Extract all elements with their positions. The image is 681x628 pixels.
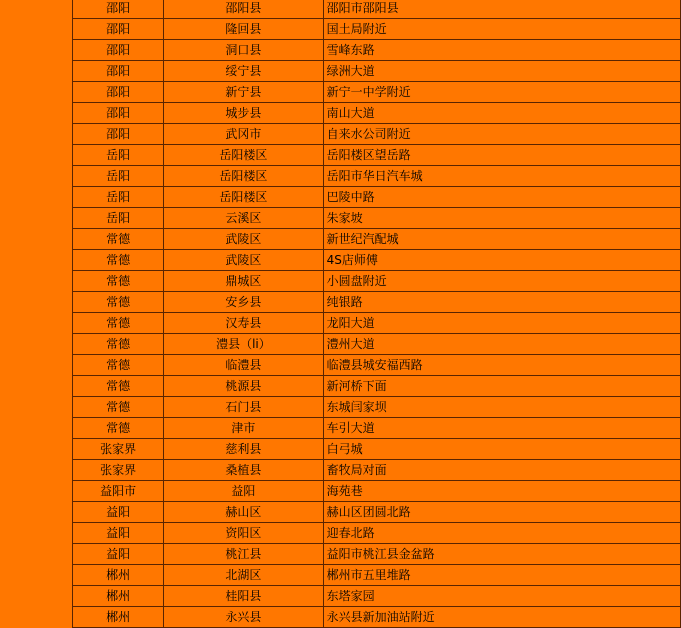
table-row <box>73 103 681 124</box>
city-cell: 张家界 <box>73 460 164 481</box>
address-cell: 新世纪汽配城 <box>323 229 680 250</box>
table-row <box>73 397 681 418</box>
table-row <box>73 61 681 82</box>
city-cell: 岳阳 <box>73 145 164 166</box>
address-cell: 新河桥下面 <box>323 376 680 397</box>
address-cell: 东塔家园 <box>323 586 680 607</box>
county-cell: 澧县（li） <box>164 334 323 355</box>
table-row <box>73 250 681 271</box>
table-row <box>73 82 681 103</box>
county-cell: 北湖区 <box>164 565 323 586</box>
table-row <box>73 145 681 166</box>
table-row <box>73 418 681 439</box>
address-cell: 4S店师傅 <box>323 250 680 271</box>
city-cell: 益阳市 <box>73 481 164 502</box>
table-row <box>73 187 681 208</box>
county-cell: 鼎城区 <box>164 271 323 292</box>
city-cell: 郴州 <box>73 586 164 607</box>
county-cell: 桃江县 <box>164 544 323 565</box>
address-cell: 永兴县新加油站附近 <box>323 607 680 628</box>
county-cell: 洞口县 <box>164 40 323 61</box>
city-cell: 常德 <box>73 397 164 418</box>
address-cell: 澧州大道 <box>323 334 680 355</box>
address-cell: 益阳市桃江县金盆路 <box>323 544 680 565</box>
table-row <box>73 292 681 313</box>
table-row <box>73 439 681 460</box>
address-cell: 车引大道 <box>323 418 680 439</box>
city-cell: 郴州 <box>73 607 164 628</box>
city-cell: 常德 <box>73 229 164 250</box>
city-cell: 岳阳 <box>73 208 164 229</box>
table-row <box>73 376 681 397</box>
table-row <box>73 40 681 61</box>
city-cell: 益阳 <box>73 523 164 544</box>
city-cell: 邵阳 <box>73 61 164 82</box>
city-cell: 益阳 <box>73 502 164 523</box>
table-row <box>73 208 681 229</box>
address-cell: 纯银路 <box>323 292 680 313</box>
city-cell: 邵阳 <box>73 82 164 103</box>
county-cell: 武冈市 <box>164 124 323 145</box>
city-cell: 邵阳 <box>73 0 164 19</box>
city-cell: 常德 <box>73 292 164 313</box>
county-cell: 赫山区 <box>164 502 323 523</box>
address-cell: 南山大道 <box>323 103 680 124</box>
address-table-body <box>73 0 681 628</box>
county-cell: 新宁县 <box>164 82 323 103</box>
city-cell: 邵阳 <box>73 124 164 145</box>
county-cell: 益阳 <box>164 481 323 502</box>
county-cell: 安乡县 <box>164 292 323 313</box>
county-cell: 桑植县 <box>164 460 323 481</box>
table-row <box>73 607 681 628</box>
address-cell: 岳阳市华日汽车城 <box>323 166 680 187</box>
address-cell: 国土局附近 <box>323 19 680 40</box>
address-table <box>72 0 681 628</box>
address-cell: 赫山区团圆北路 <box>323 502 680 523</box>
city-cell: 益阳 <box>73 544 164 565</box>
address-cell: 郴州市五里堆路 <box>323 565 680 586</box>
table-row <box>73 166 681 187</box>
county-cell: 桂阳县 <box>164 586 323 607</box>
address-cell: 龙阳大道 <box>323 313 680 334</box>
address-cell: 畜牧局对面 <box>323 460 680 481</box>
county-cell: 津市 <box>164 418 323 439</box>
table-row <box>73 355 681 376</box>
city-cell: 常德 <box>73 250 164 271</box>
county-cell: 邵阳县 <box>164 0 323 19</box>
table-row <box>73 271 681 292</box>
county-cell: 隆回县 <box>164 19 323 40</box>
table-row <box>73 19 681 40</box>
county-cell: 慈利县 <box>164 439 323 460</box>
city-cell: 常德 <box>73 376 164 397</box>
address-cell: 自来水公司附近 <box>323 124 680 145</box>
table-row <box>73 502 681 523</box>
city-cell: 张家界 <box>73 439 164 460</box>
address-cell: 迎春北路 <box>323 523 680 544</box>
table-row <box>73 565 681 586</box>
address-cell: 雪峰东路 <box>323 40 680 61</box>
table-row <box>73 523 681 544</box>
address-cell: 东城闫家坝 <box>323 397 680 418</box>
address-cell: 岳阳楼区望岳路 <box>323 145 680 166</box>
table-row <box>73 460 681 481</box>
city-cell: 常德 <box>73 271 164 292</box>
table-row <box>73 586 681 607</box>
county-cell: 武陵区 <box>164 229 323 250</box>
table-row <box>73 229 681 250</box>
address-cell: 邵阳市邵阳县 <box>323 0 680 19</box>
city-cell: 岳阳 <box>73 187 164 208</box>
city-cell: 常德 <box>73 418 164 439</box>
address-cell: 巴陵中路 <box>323 187 680 208</box>
county-cell: 岳阳楼区 <box>164 187 323 208</box>
county-cell: 岳阳楼区 <box>164 145 323 166</box>
address-cell: 朱家坡 <box>323 208 680 229</box>
city-cell: 常德 <box>73 313 164 334</box>
county-cell: 临澧县 <box>164 355 323 376</box>
city-cell: 岳阳 <box>73 166 164 187</box>
county-cell: 资阳区 <box>164 523 323 544</box>
address-cell: 小圆盘附近 <box>323 271 680 292</box>
city-cell: 邵阳 <box>73 103 164 124</box>
county-cell: 岳阳楼区 <box>164 166 323 187</box>
address-cell: 海苑巷 <box>323 481 680 502</box>
table-row <box>73 481 681 502</box>
table-row <box>73 544 681 565</box>
address-cell: 白弓城 <box>323 439 680 460</box>
address-cell: 新宁一中学附近 <box>323 82 680 103</box>
county-cell: 城步县 <box>164 103 323 124</box>
county-cell: 云溪区 <box>164 208 323 229</box>
county-cell: 石门县 <box>164 397 323 418</box>
table-row <box>73 313 681 334</box>
county-cell: 武陵区 <box>164 250 323 271</box>
county-cell: 桃源县 <box>164 376 323 397</box>
city-cell: 邵阳 <box>73 19 164 40</box>
table-row <box>73 334 681 355</box>
city-cell: 常德 <box>73 334 164 355</box>
address-cell: 绿洲大道 <box>323 61 680 82</box>
table-row <box>73 0 681 19</box>
city-cell: 邵阳 <box>73 40 164 61</box>
county-cell: 绥宁县 <box>164 61 323 82</box>
table-row <box>73 124 681 145</box>
county-cell: 汉寿县 <box>164 313 323 334</box>
city-cell: 常德 <box>73 355 164 376</box>
city-cell: 郴州 <box>73 565 164 586</box>
county-cell: 永兴县 <box>164 607 323 628</box>
address-cell: 临澧县城安福西路 <box>323 355 680 376</box>
